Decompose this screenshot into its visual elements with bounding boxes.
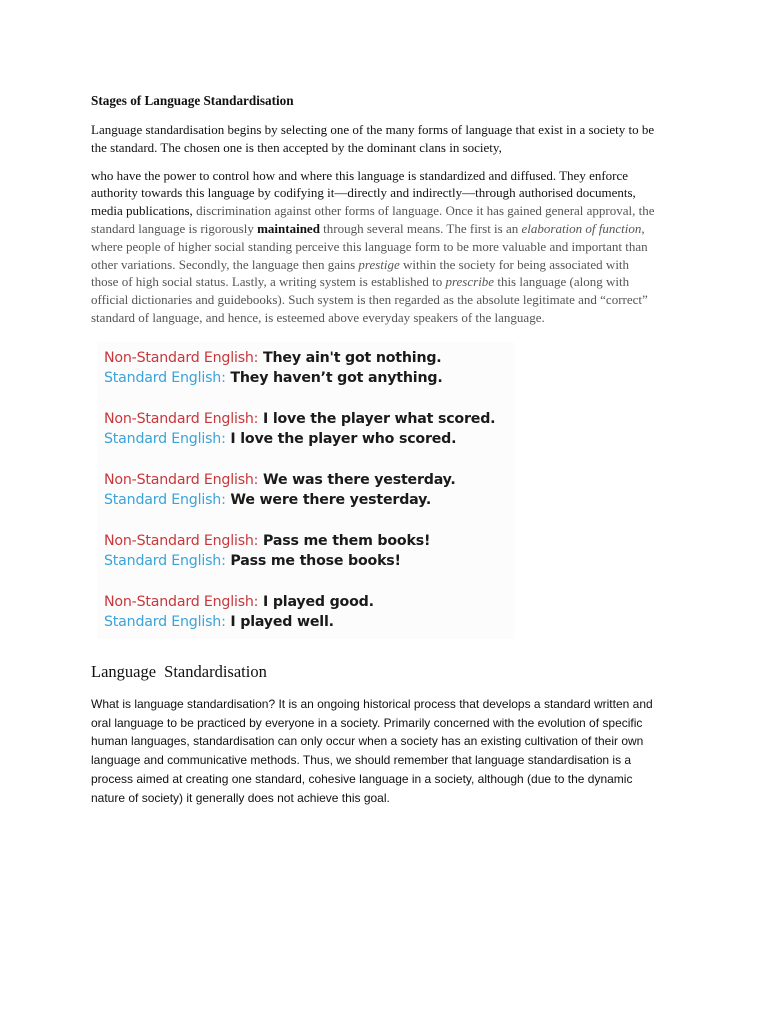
- standard-line: [104, 612, 514, 633]
- example-pair: [104, 409, 514, 450]
- term-elaboration-of-function: elaboration of function: [521, 220, 642, 236]
- non-standard-line: [104, 348, 514, 369]
- paragraph-stages-part-b: discrimination against other forms of language. Once it has gained general approval, the standard language is rigorously: [91, 203, 655, 236]
- standard-sentence: We were there yesterday.: [230, 492, 432, 509]
- standard-label: Standard English:: [104, 553, 226, 570]
- paragraph-stages-part-d: through several means. The first is an: [319, 220, 522, 236]
- non-standard-line: [104, 531, 514, 552]
- paragraph-intro: Language standardisation begins by selecting one of the many forms of language that exist in a society to be the standard. The chosen one is then accepted by the dominant clans in society,: [91, 122, 655, 155]
- non-standard-sentence: They ain't got nothing.: [263, 349, 442, 366]
- non-standard-label: Non-Standard English:: [104, 593, 259, 610]
- standard-label: Standard English:: [104, 370, 226, 387]
- standard-label: Standard English:: [104, 431, 226, 448]
- standard-line: [104, 490, 514, 511]
- example-pair: [104, 348, 514, 389]
- paragraph-stages: [91, 167, 658, 327]
- term-prescribe: prescribe: [445, 274, 495, 290]
- paragraph-stages-part-a: who have the power to control how and where this language is standardized and diffused. They enforce authority towards this language by codifying it—directly and indirectly—through authorised documents, media publications,: [91, 167, 636, 219]
- non-standard-sentence: Pass me them books!: [263, 532, 431, 549]
- standard-label: Standard English:: [104, 492, 226, 509]
- standard-line: [104, 551, 514, 572]
- example-pair: [104, 592, 514, 633]
- non-standard-sentence: I love the player what scored.: [263, 410, 496, 427]
- standard-line: [104, 368, 514, 389]
- example-pair: [104, 470, 514, 511]
- standard-sentence: I love the player who scored.: [230, 431, 457, 448]
- non-standard-label: Non-Standard English:: [104, 349, 259, 366]
- term-prestige: prestige: [358, 256, 400, 272]
- non-standard-line: [104, 470, 514, 491]
- term-maintained: maintained: [257, 220, 320, 236]
- paragraph-stages-part-j: this language (along with official dictionaries and guidebooks). Such system is then regarded as the absolute legitimate and “correct” standard of language, and hence, is esteemed above everyday speakers of the language.: [91, 274, 648, 325]
- non-standard-sentence: We was there yesterday.: [263, 471, 456, 488]
- section-title-stages: Stages of Language Standardisation: [91, 93, 294, 108]
- section-title-language-standardisation: Language Standardisation: [91, 661, 267, 681]
- non-standard-sentence: I played good.: [263, 593, 374, 610]
- non-standard-label: Non-Standard English:: [104, 410, 259, 427]
- non-standard-label: Non-Standard English:: [104, 532, 259, 549]
- english-examples-figure: [97, 342, 514, 639]
- standard-sentence: They haven’t got anything.: [230, 370, 443, 387]
- non-standard-line: [104, 592, 514, 613]
- paragraph-stages-part-h: within the society for being associated with those of high social status. Lastly, a writing system is established to: [91, 256, 630, 290]
- non-standard-label: Non-Standard English:: [104, 471, 259, 488]
- standard-sentence: Pass me those books!: [230, 553, 401, 570]
- paragraph-definition: What is language standardisation? It is an ongoing historical process that develops a standard written and oral language to be practiced by everyone in a society. Primarily concerned with the evolution of specific human languages, standardisation can only occur when a society has an existing cultivation of their own language and communicative methods. Thus, we should remember that language standardisation is a process aimed at creating one standard, cohesive language in a society, although (due to the dynamic nature of society) it generally does not achieve this goal.: [91, 696, 653, 805]
- standard-sentence: I played well.: [230, 614, 334, 631]
- standard-line: [104, 429, 514, 450]
- non-standard-line: [104, 409, 514, 430]
- paragraph-stages-part-f: , where people of higher social standing perceive this language form to be more valuable and important than other variations. Secondly, the language then gains: [91, 220, 648, 272]
- example-pair: [104, 531, 514, 572]
- standard-label: Standard English:: [104, 614, 226, 631]
